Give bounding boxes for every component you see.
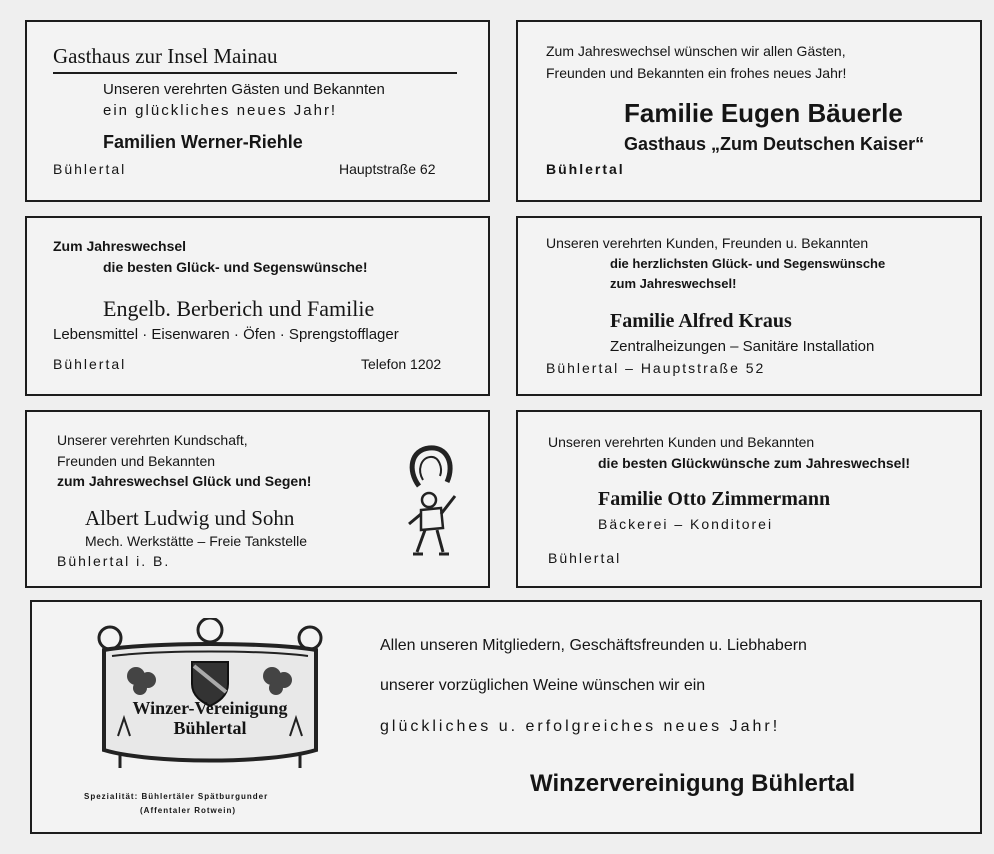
ad-ludwig-greeting-2: Freunden und Bekannten [57,453,216,469]
winzer-logo-caption-1: Spezialität: Bühlertäler Spätburgunder [84,792,269,801]
ad-baeuerle-inn: Gasthaus „Zum Deutschen Kaiser“ [624,134,925,154]
ad-berberich-greeting-1: Zum Jahreswechsel [53,238,187,254]
ad-kraus-greeting-2: die herzlichsten Glück- und Segenswünsche [610,256,886,271]
ad-kraus-family: Familie Alfred Kraus [610,310,792,332]
ad-winzer-greeting-1: Allen unseren Mitgliedern, Geschäftsfreunden u. Liebhabern [380,637,807,654]
ad-berberich-phone: Telefon 1202 [361,356,442,372]
ad-kraus-greeting-1: Unseren verehrten Kunden, Freunden u. Bekannten [546,235,869,251]
ad-mainau-town: Bühlertal [53,161,127,177]
ad-zimmermann-trade: Bäckerei – Konditorei [598,516,774,532]
ad-zimmermann-family: Familie Otto Zimmermann [598,488,831,510]
ad-winzer [30,600,982,834]
ad-kraus-town: Bühlertal – Hauptstraße 52 [546,360,766,376]
ad-zimmermann-greeting-2: die besten Glückwünsche zum Jahreswechsel! [598,455,910,471]
ad-mainau-rule [53,72,457,74]
ad-zimmermann [516,410,982,588]
ad-mainau-address: Hauptstraße 62 [339,161,436,177]
ad-ludwig-family: Albert Ludwig und Sohn [85,506,295,530]
winzer-logo-caption-2: (Affentaler Rotwein) [140,806,236,815]
ad-winzer-greeting-3: glückliches u. erfolgreiches neues Jahr! [380,718,781,735]
ad-winzer-greeting-2: unserer vorzüglichen Weine wünschen wir ein [380,677,706,694]
ad-ludwig [25,410,490,588]
ad-zimmermann-greeting-1: Unseren verehrten Kunden und Bekannten [548,434,815,450]
ad-zimmermann-town: Bühlertal [548,550,622,566]
ad-mainau [25,20,490,202]
ad-ludwig-greeting-1: Unserer verehrten Kundschaft, [57,432,248,448]
ad-mainau-name: Gasthaus zur Insel Mainau [53,44,278,68]
ad-ludwig-greeting-3: zum Jahreswechsel Glück und Segen! [57,473,312,489]
ad-winzer-name: Winzervereinigung Bühlertal [530,770,856,797]
ad-baeuerle-family: Familie Eugen Bäuerle [624,98,903,128]
ad-berberich-trade: Lebensmittel · Eisenwaren · Öfen · Sprengstofflager [53,326,399,343]
ad-baeuerle-greeting-2: Freunden und Bekannten ein frohes neues Jahr! [546,65,847,81]
ad-kraus [516,216,982,396]
ad-baeuerle-town: Bühlertal [546,161,625,177]
ad-ludwig-town: Bühlertal i. B. [57,553,171,569]
ad-mainau-greeting-1: Unseren verehrten Gästen und Bekannten [103,81,385,98]
ad-kraus-trade: Zentralheizungen – Sanitäre Installation [610,338,875,355]
winzer-logo-text: Winzer-Vereinigung Bühlertal [132,698,288,738]
ad-berberich [25,216,490,396]
horseshoe-mechanic-emblem-icon [405,444,459,564]
ad-baeuerle-greeting-1: Zum Jahreswechsel wünschen wir allen Gästen, [546,43,846,59]
ad-baeuerle [516,20,982,202]
ad-ludwig-trade: Mech. Werkstätte – Freie Tankstelle [85,533,308,549]
ad-mainau-greeting-2: ein glückliches neues Jahr! [103,102,338,119]
ad-berberich-town: Bühlertal [53,356,127,372]
ad-mainau-family: Familien Werner-Riehle [103,132,303,152]
ad-kraus-greeting-3: zum Jahreswechsel! [610,276,737,291]
ad-berberich-greeting-2: die besten Glück- und Segenswünsche! [103,259,368,275]
ad-berberich-family: Engelb. Berberich und Familie [103,296,375,321]
